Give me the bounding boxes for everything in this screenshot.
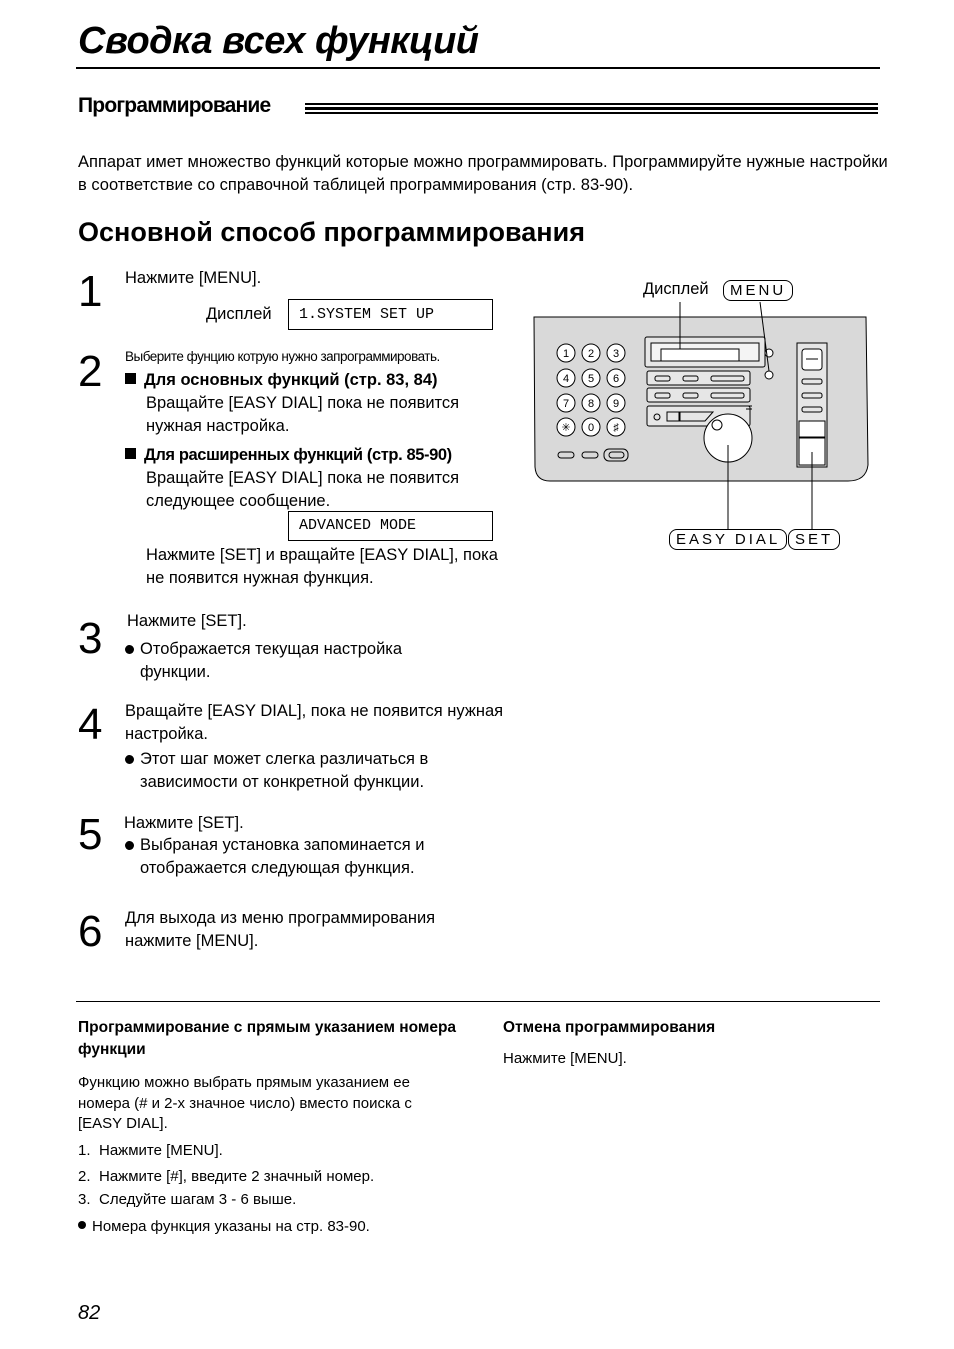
bullet-dot-icon [125,841,134,850]
direct-heading: Программирование с прямым указанием номера функции [78,1019,457,1058]
page-title: Сводка всех функций [78,20,479,62]
cancel-text: Нажмите [MENU]. [503,1050,627,1067]
direct-note: Номера функция указаны на стр. 83-90. [92,1218,370,1235]
cancel-heading: Отмена программирования [503,1019,716,1036]
step-text: Нажмите [SET]. [124,814,244,832]
menu-button [765,371,773,379]
step-number: 5 [78,810,103,859]
square-bullet-icon [125,448,136,459]
step-bullet: Этот шаг может слегка различаться в зависимости от конкретной функции. [140,750,429,791]
display-readout: 1.SYSTEM SET UP [288,299,493,330]
bullet-dot-icon [125,755,134,764]
keypad-key: 6 [612,373,620,385]
step-text: Нажмите [SET]. [127,612,247,630]
keypad-key: 4 [562,373,570,385]
keypad-key: 9 [612,398,620,410]
set-key-label: SET [788,529,840,550]
direct-text: Функцию можно выбрать прямым указанием ее номера (# и 2-х значное число) вместо поиска с [EASY DIAL]. [78,1074,412,1132]
easy-dial-key-label: EASY DIAL [669,529,787,550]
title-rule [76,67,880,69]
step-number: 6 [78,907,103,956]
direct-item [78,1141,223,1162]
item-number: 1. [78,1142,91,1159]
square-bullet-icon [125,373,136,384]
keypad-key: 2 [587,348,595,360]
step-intro: Выберите фунцию котрую нужно запрограммировать. [125,349,440,364]
step-text: Вращайте [EASY DIAL], пока не появится нужная настройка. [125,702,504,743]
step-number: 3 [78,614,103,663]
step-number: 2 [78,347,103,396]
intro-paragraph: Аппарат имет множество функций которые можно программировать. Программируйте нужные настройки в соответствие со справочной таблицей программирования (стр. 83-90). [78,153,888,194]
step-text: Для выхода из меню программирования нажмите [MENU]. [125,909,436,950]
section-rule-1 [305,103,878,105]
item-number: 3. [78,1191,91,1208]
fax-panel-illustration [530,295,875,535]
keypad-key: 5 [587,373,595,385]
item-text: Следуйте шагам 3 - 6 выше. [99,1191,297,1208]
display-label: Дисплей [206,305,272,323]
item-text: Нажмите [MENU]. [99,1142,223,1159]
basic-functions-label: Для основных функций (стр. 83, 84) [144,371,438,389]
bullet-dot-icon [125,645,134,654]
item-number: 2. [78,1168,91,1185]
direct-item [78,1167,374,1188]
advanced-functions-text: Вращайте [EASY DIAL] пока не появится следующее сообщение. [146,469,460,510]
keypad-key: ✳ [561,422,571,434]
step-number: 1 [78,267,103,316]
keypad-key: 8 [587,398,595,410]
advanced-after-text: Нажмите [SET] и вращайте [EASY DIAL], пока не появится нужная функция. [146,546,498,587]
step-bullet: Отображается текущая настройка функции. [140,640,403,681]
bullet-dot-icon [78,1221,86,1229]
direct-item [78,1190,296,1211]
basic-functions-text: Вращайте [EASY DIAL] пока не появится нужная настройка. [146,394,460,435]
figure-display-label: Дисплей [643,280,709,298]
keypad-key: ♯ [613,422,619,434]
menu-key-label: MENU [723,280,793,301]
section-heading: Программирование [78,94,271,117]
keypad-key: 1 [562,348,570,360]
step-number: 4 [78,700,103,749]
section-rule-3 [305,112,878,114]
item-text: Нажмите [#], введите 2 значный номер. [99,1168,375,1185]
keypad-key: 0 [587,422,595,434]
keypad-key: 3 [612,348,620,360]
basic-heading: Основной способ программирования [78,217,585,247]
display-screen [661,349,739,361]
advanced-display-readout: ADVANCED MODE [288,511,493,541]
step-bullet: Выбраная установка запоминается и отображается следующая функция. [140,836,425,877]
advanced-functions-label: Для расширенных функций (стр. 85-90) [144,446,452,464]
keypad-key: 7 [562,398,570,410]
section-rule-2 [305,107,878,110]
step-text: Нажмите [MENU]. [125,269,262,287]
page-number: 82 [78,1302,101,1324]
bottom-rule [76,1001,880,1002]
